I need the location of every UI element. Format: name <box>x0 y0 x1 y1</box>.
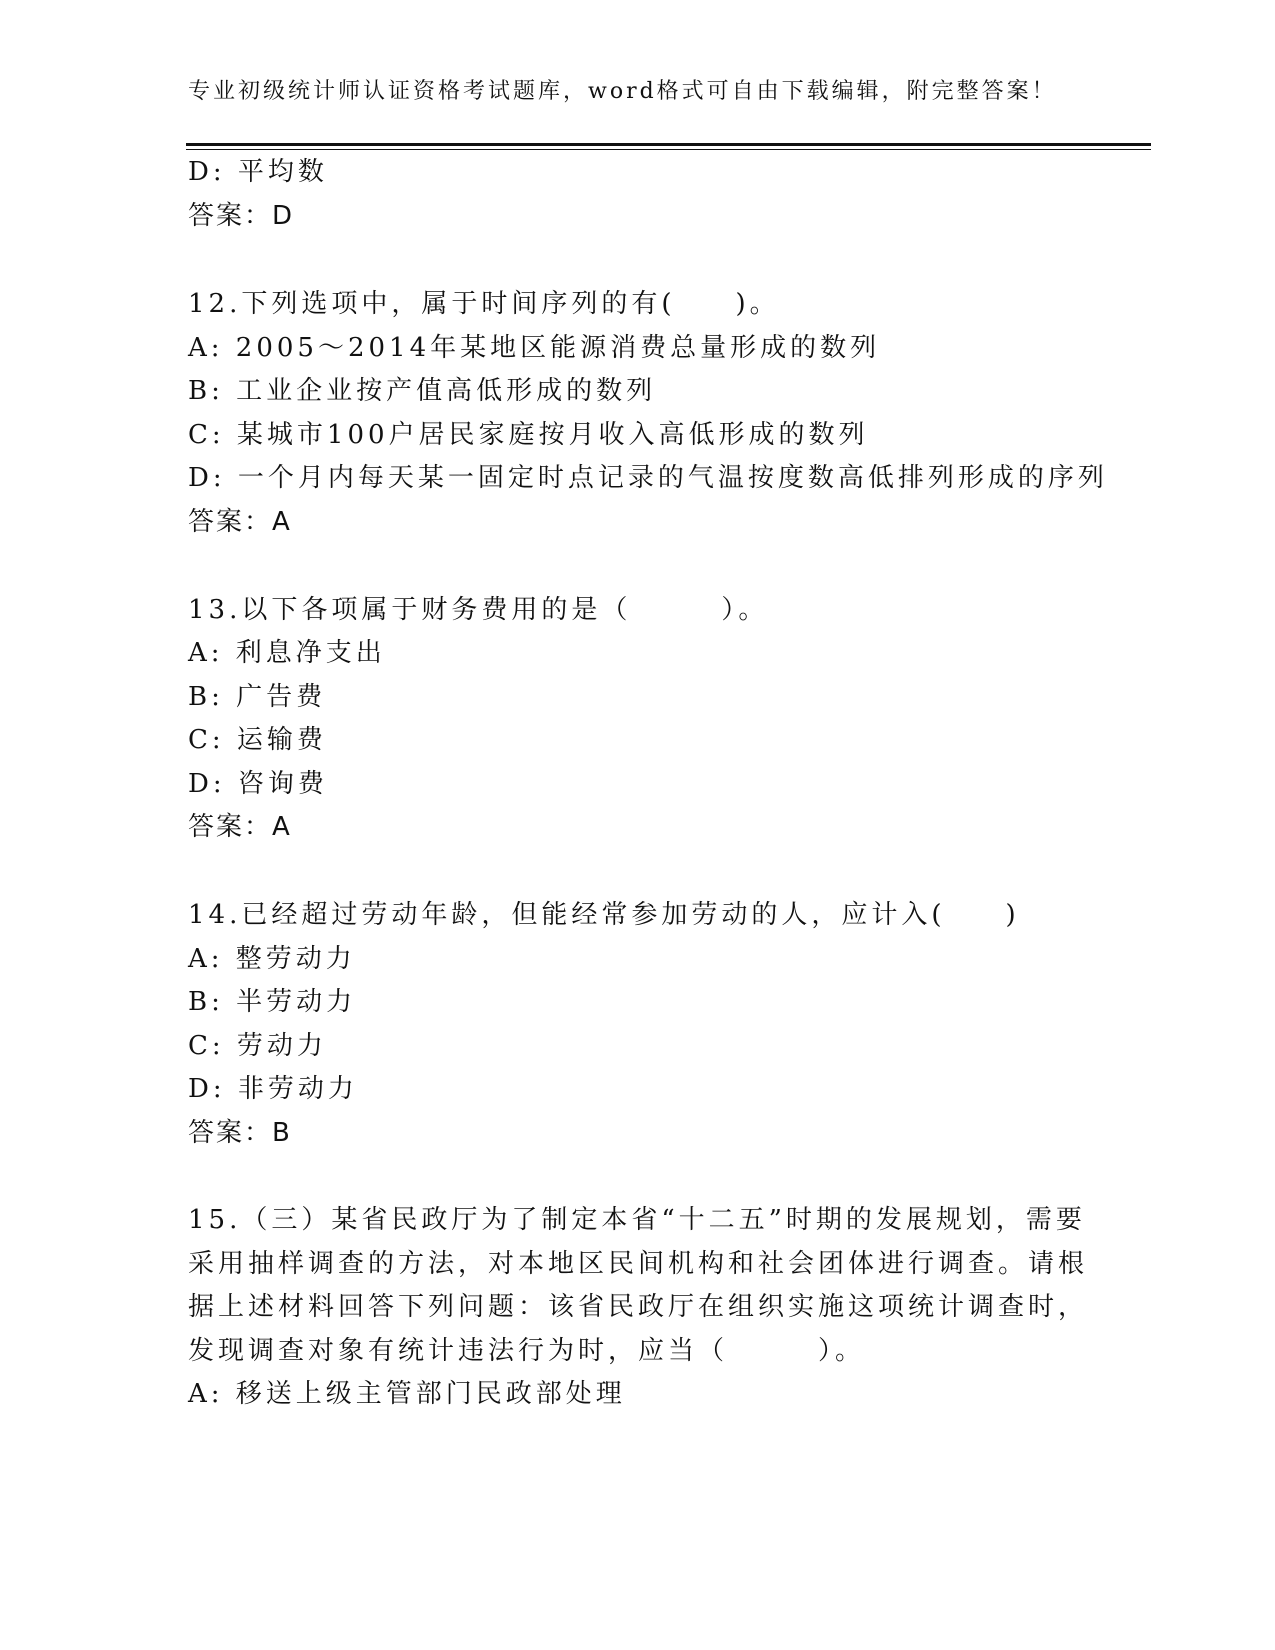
q12-option-b: B: 工业企业按产值高低形成的数列 <box>188 376 657 406</box>
page-header: 专业初级统计师认证资格考试题库，word格式可自由下载编辑，附完整答案！ <box>188 79 1057 104</box>
q13-option-d: D: 咨询费 <box>188 769 328 799</box>
q14-option-c: C: 劳动力 <box>188 1031 327 1061</box>
q15-stem-line-2: 采用抽样调查的方法，对本地区民间机构和社会团体进行调查。请根 <box>188 1249 1089 1279</box>
q14-option-d: D: 非劳动力 <box>188 1074 358 1104</box>
q13-option-a: A: 利息净支出 <box>188 638 386 668</box>
q15-stem-line-4: 发现调查对象有统计违法行为时，应当（ ）。 <box>188 1336 866 1366</box>
q12-answer: 答案：A <box>188 507 292 537</box>
q15-option-a: A: 移送上级主管部门民政部处理 <box>188 1379 626 1409</box>
prev-option-d: D: 平均数 <box>188 157 328 187</box>
q13-option-b: B: 广告费 <box>188 682 327 712</box>
q15-stem-line-3: 据上述材料回答下列问题：该省民政厅在组织实施这项统计调查时， <box>188 1292 1089 1322</box>
q15-stem-line-1: 15.（三）某省民政厅为了制定本省“十二五”时期的发展规划，需要 <box>188 1205 1086 1235</box>
q14-option-b: B: 半劳动力 <box>188 987 357 1017</box>
header-rule-thin <box>186 149 1151 150</box>
q13-option-c: C: 运输费 <box>188 725 327 755</box>
q12-stem: 12.下列选项中，属于时间序列的有( )。 <box>188 289 780 319</box>
q14-stem: 14.已经超过劳动年龄，但能经常参加劳动的人，应计入( ) <box>188 900 1020 930</box>
header-rule-thick <box>186 143 1151 146</box>
q12-option-a: A: 2005～2014年某地区能源消费总量形成的数列 <box>188 333 881 363</box>
prev-answer: 答案：D <box>188 201 295 231</box>
q12-option-c: C: 某城市100户居民家庭按月收入高低形成的数列 <box>188 420 869 450</box>
q14-option-a: A: 整劳动力 <box>188 944 356 974</box>
q14-answer: 答案：B <box>188 1118 292 1148</box>
q13-answer: 答案：A <box>188 812 292 842</box>
q13-stem: 13.以下各项属于财务费用的是（ ）。 <box>188 595 769 625</box>
q12-option-d: D: 一个月内每天某一固定时点记录的气温按度数高低排列形成的序列 <box>188 463 1108 493</box>
